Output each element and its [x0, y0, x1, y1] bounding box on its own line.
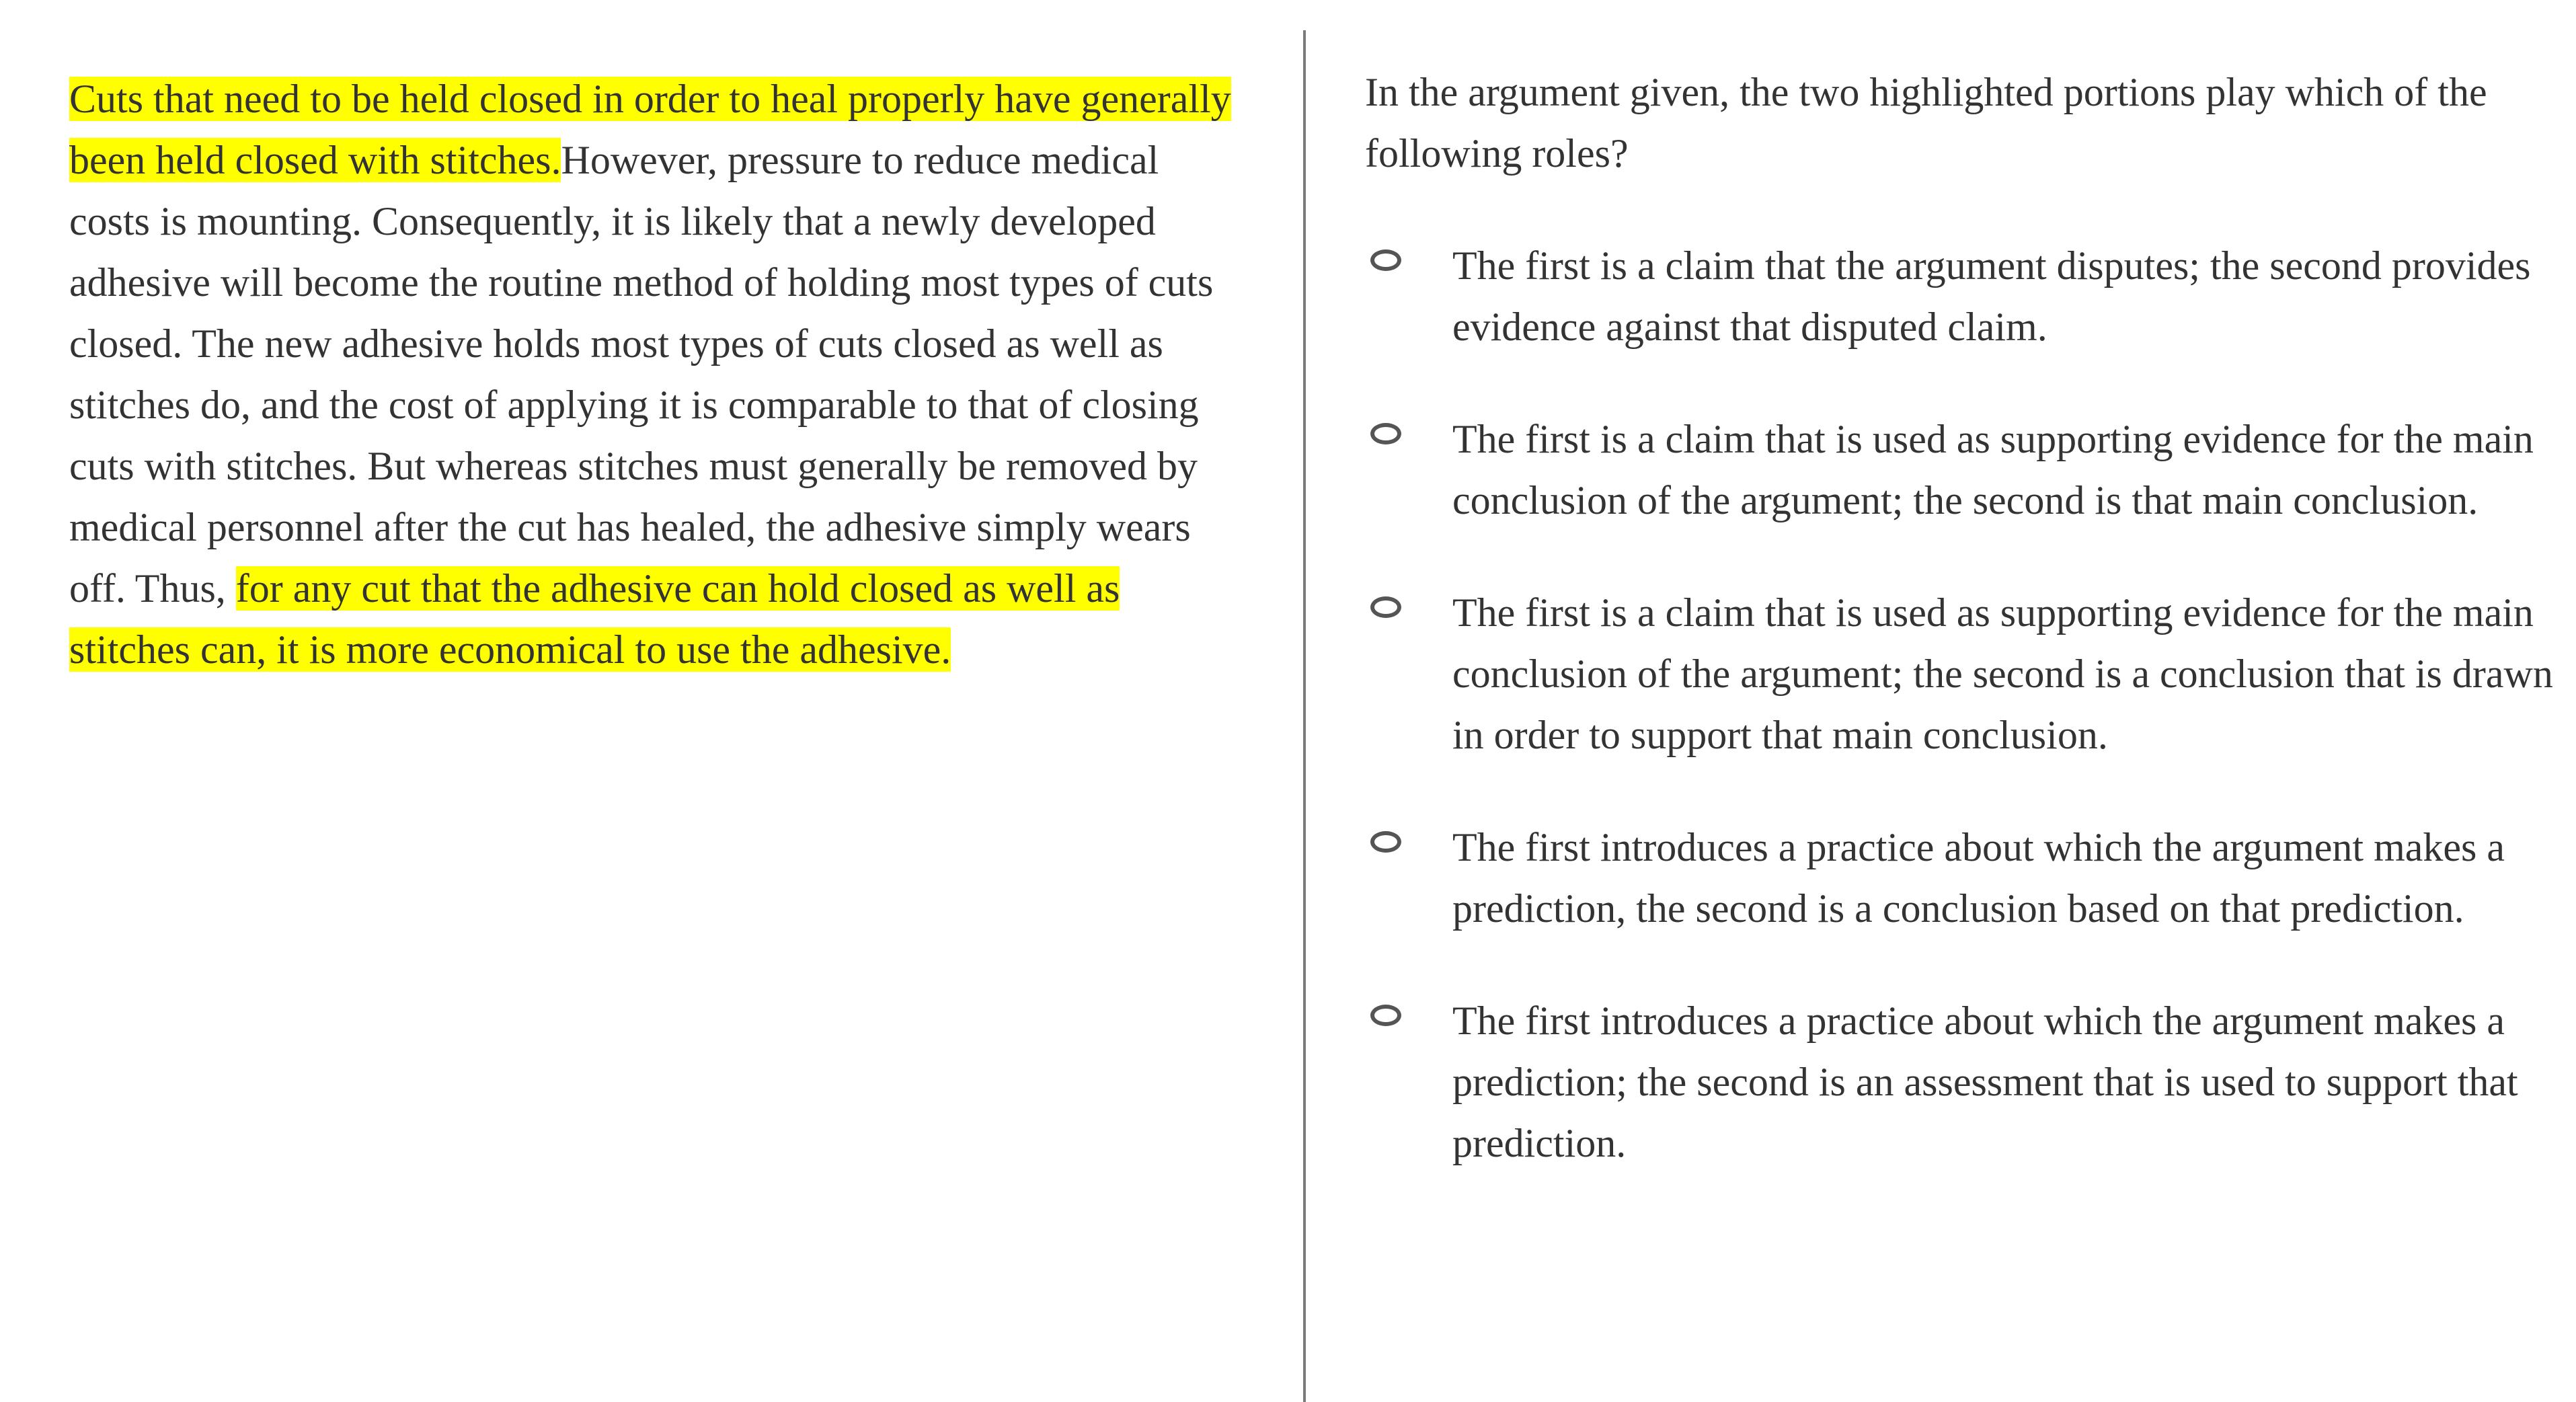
answer-option-text: The first introduces a practice about which the argument makes a prediction; the second is an assessment that is used to support that prediction.: [1452, 999, 2518, 1165]
radio-button-icon[interactable]: [1370, 596, 1401, 618]
answer-option-c[interactable]: [1365, 582, 2555, 766]
radio-button-icon[interactable]: [1370, 423, 1401, 444]
highlighted-portion-2: for any cut that the adhesive can hold closed as well as stitches can, it is more economical to use the adhesive.: [69, 566, 1120, 672]
passage-text: [69, 69, 1243, 680]
question-stem: In the argument given, the two highlighted portions play which of the following roles?: [1365, 70, 2487, 176]
answer-option-d[interactable]: [1365, 817, 2555, 939]
question-pane: [1365, 62, 2555, 1174]
passage-body: However, pressure to reduce medical costs is mounting. Consequently, it is likely that a newly developed adhesive will become the routine method of holding most types of cuts closed. The new adhesive holds most types of cuts closed as well as stitches do, and the cost of applying it is comparable to that of closing cuts with stitches. But whereas stitches must generally be removed by medical personnel after the cut has healed, the adhesive simply wears off. Thus,: [69, 138, 1214, 611]
answer-option-text: The first is a claim that the argument disputes; the second provides evidence against that disputed claim.: [1452, 243, 2531, 349]
highlighted-portion-1: Cuts that need to be held closed in order to heal properly have generally been held closed with stitches.: [69, 77, 1231, 182]
radio-button-icon[interactable]: [1370, 1005, 1401, 1026]
answer-option-b[interactable]: [1365, 409, 2555, 531]
answer-option-a[interactable]: [1365, 235, 2555, 358]
answer-option-text: The first is a claim that is used as supporting evidence for the main conclusion of the argument; the second is that main conclusion.: [1452, 417, 2534, 522]
answer-option-text: The first introduces a practice about which the argument makes a prediction, the second is a conclusion based on that prediction.: [1452, 825, 2505, 931]
radio-button-icon[interactable]: [1370, 831, 1401, 853]
pane-divider[interactable]: [1303, 30, 1306, 1402]
answer-option-e[interactable]: [1365, 990, 2555, 1174]
passage-pane: [69, 69, 1243, 680]
answer-options: [1365, 235, 2555, 1174]
radio-button-icon[interactable]: [1370, 249, 1401, 271]
answer-option-text: The first is a claim that is used as supporting evidence for the main conclusion of the argument; the second is a conclusion that is drawn in order to support that main conclusion.: [1452, 590, 2553, 757]
